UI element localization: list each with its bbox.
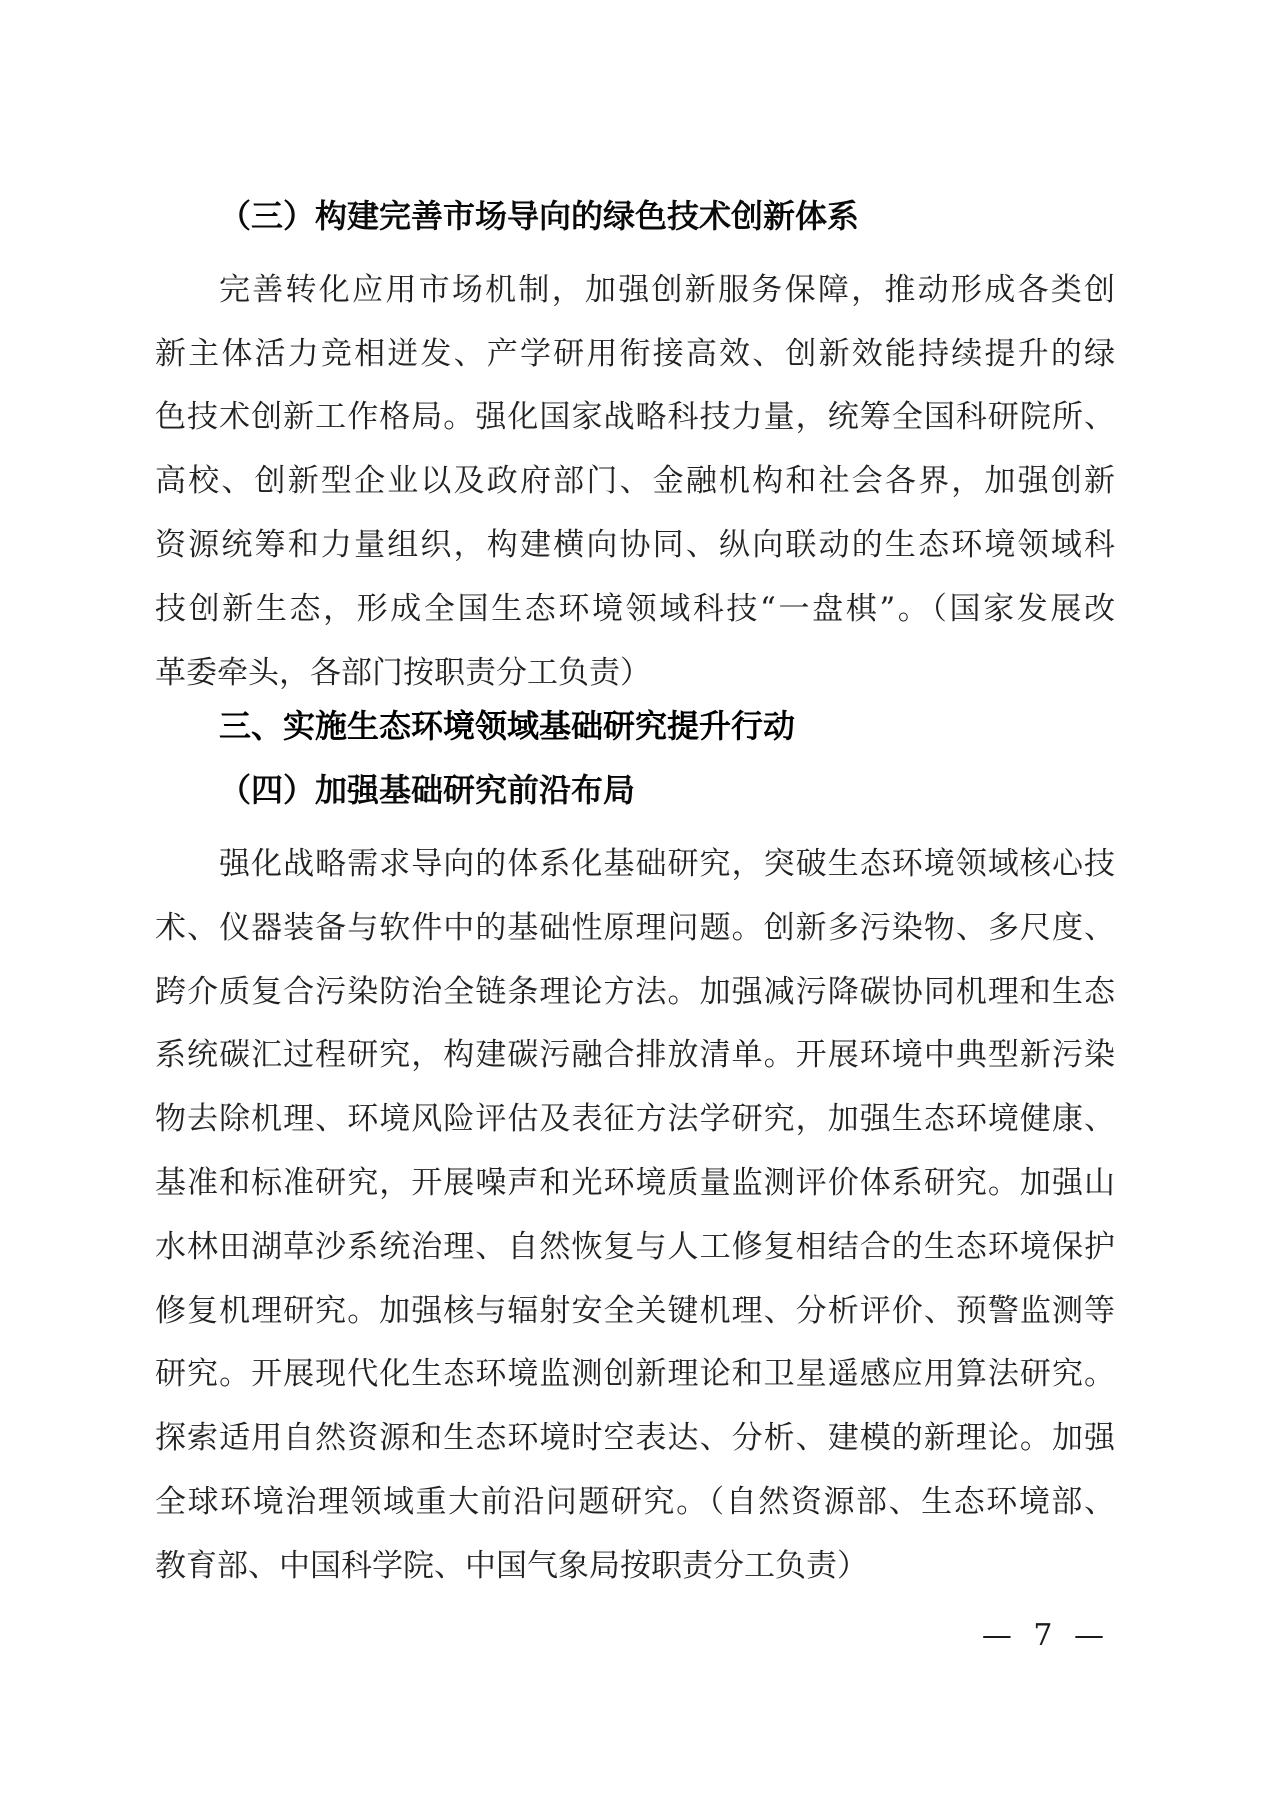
text-line: 跨介质复合污染防治全链条理论方法。加强减污降碳协同机理和生态 [155,974,1115,1010]
text-line: 技创新生态，形成全国生态环境领域科技“一盘棋”。（国家发展改 [155,591,1115,627]
text-line: 色技术创新工作格局。强化国家战略科技力量，统筹全国科研院所、 [155,399,1115,435]
text-line: 高校、创新型企业以及政府部门、金融机构和社会各界，加强创新 [155,463,1115,499]
text-line: 新主体活力竞相迸发、产学研用衔接高效、创新效能持续提升的绿 [155,336,1115,372]
text-line: 完善转化应用市场机制，加强创新服务保障，推动形成各类创 [219,272,1115,308]
text-line: 系统碳汇过程研究，构建碳污融合排放清单。开展环境中典型新污染 [155,1037,1115,1073]
section-heading: （三）构建完善市场导向的绿色技术创新体系 [219,197,860,235]
text-line: 强化战略需求导向的体系化基础研究，突破生态环境领域核心技 [219,846,1115,882]
text-line: 水林田湖草沙系统治理、自然恢复与人工修复相结合的生态环境保护 [155,1229,1115,1265]
text-line: 资源统筹和力量组织，构建横向协同、纵向联动的生态环境领域科 [155,527,1115,563]
page-number: — 7 — [981,1618,1110,1653]
text-line: 物去除机理、环境风险评估及表征方法学研究，加强生态环境健康、 [155,1101,1115,1137]
text-line: 修复机理研究。加强核与辐射安全关键机理、分析评价、预警监测等 [155,1293,1115,1329]
text-line: 探索适用自然资源和生态环境时空表达、分析、建模的新理论。加强 [155,1420,1115,1456]
text-line: 研究。开展现代化生态环境监测创新理论和卫星遥感应用算法研究。 [155,1356,1115,1392]
text-line: 全球环境治理领域重大前沿问题研究。（自然资源部、生态环境部、 [155,1484,1115,1520]
text-line: 术、仪器装备与软件中的基础性原理问题。创新多污染物、多尺度、 [155,910,1115,946]
text-line: 基准和标准研究，开展噪声和光环境质量监测评价体系研究。加强山 [155,1165,1115,1201]
text-line: 教育部、中国科学院、中国气象局按职责分工负责） [155,1548,868,1584]
text-line: 革委牵头，各部门按职责分工负责） [155,655,651,691]
section-heading: （四）加强基础研究前沿布局 [219,771,636,809]
chapter-heading: 三、实施生态环境领域基础研究提升行动 [219,707,796,745]
